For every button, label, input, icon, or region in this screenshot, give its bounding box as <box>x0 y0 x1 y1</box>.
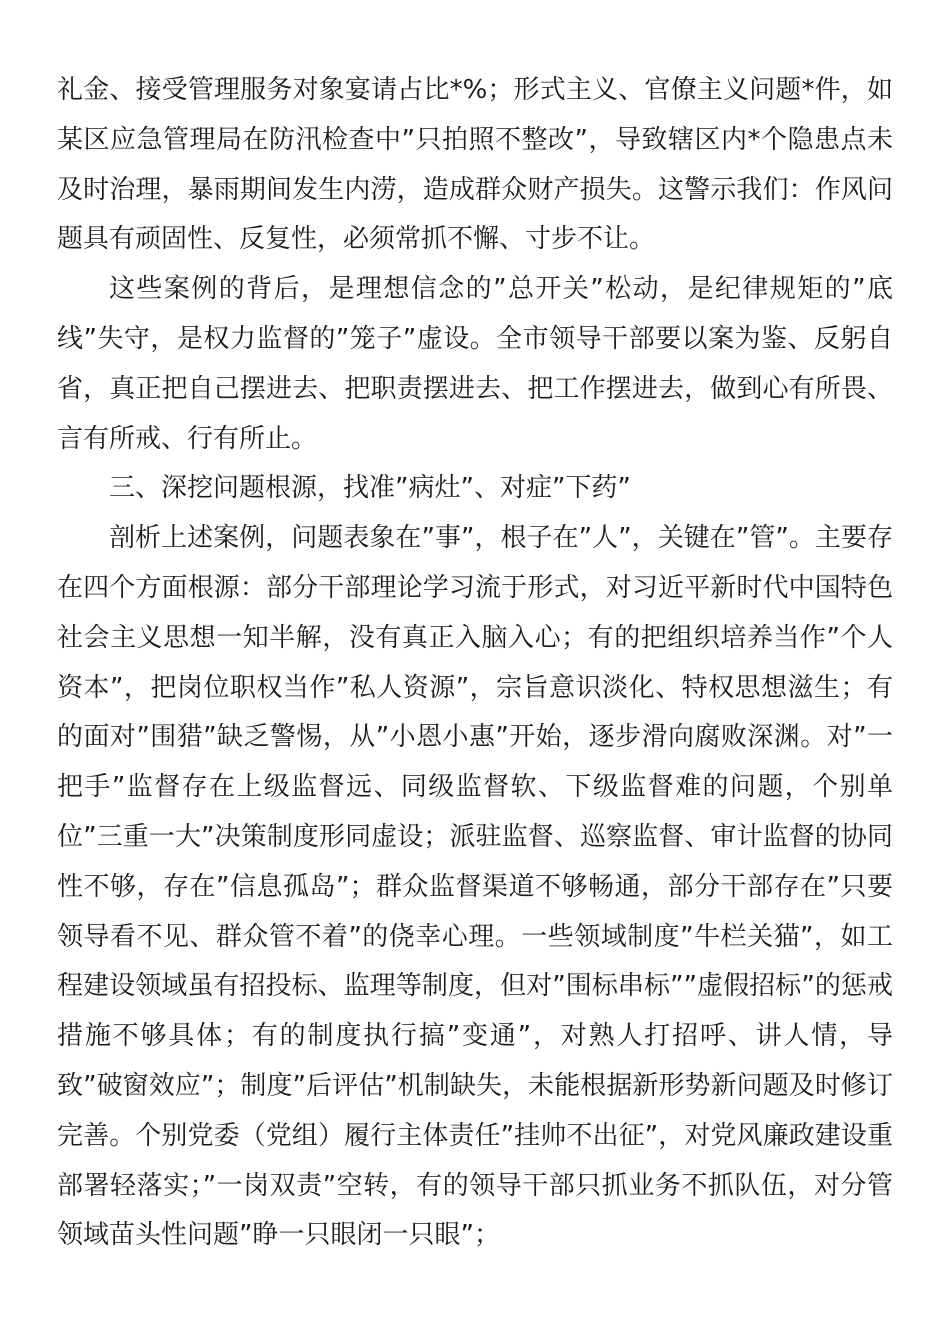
document-body <box>57 66 893 1261</box>
paragraph-root-causes: 剖析上述案例，问题表象在”事”，根子在”人”，关键在”管”。主要存在四个方面根源：部分干部理论学习流于形式，对习近平新时代中国特色社会主义思想一知半解，没有真正入脑入心；有的把组织培养当作”个人资本”，把岗位职权当作”私人资源”，宗旨意识淡化、特权思想滋生；有的面对”围猎”缺乏警惕，从”小恩小惠”开始，逐步滑向腐败深渊。对”一把手”监督存在上级监督远、同级监督软、下级监督难的问题，个别单位”三重一大”决策制度形同虚设；派驻监督、巡察监督、审计监督的协同性不够，存在”信息孤岛”；群众监督渠道不够畅通，部分干部存在”只要领导看不见、群众管不着”的侥幸心理。一些领域制度”牛栏关猫”，如工程建设领域虽有招投标、监理等制度，但对”围标串标””虚假招标”的惩戒措施不够具体；有的制度执行搞”变通”，对熟人打招呼、讲人情，导致”破窗效应”；制度”后评估”机制缺失，未能根据新形势新问题及时修订完善。个别党委（党组）履行主体责任”挂帅不出征”，对党风廉政建设重部署轻落实；”一岗双责”空转，有的领导干部只抓业务不抓队伍，对分管领域苗头性问题”睁一只眼闭一只眼”； <box>57 523 893 1251</box>
paragraph-case-reflection: 这些案例的背后，是理想信念的”总开关”松动，是纪律规矩的”底线”失守，是权力监督的”笼子”虚设。全市领导干部要以案为鉴、反躬自省，真正把自己摆进去、把职责摆进去、把工作摆进去，做到心有所畏、言有所戒、行有所止。 <box>57 274 893 454</box>
paragraph-continuation: 礼金、接受管理服务对象宴请占比*%；形式主义、官僚主义问题*件，如某区应急管理局在防汛检查中”只拍照不整改”，导致辖区内*个隐患点未及时治理，暴雨期间发生内涝，造成群众财产损失。这警示我们：作风问题具有顽固性、反复性，必须常抓不懈、寸步不让。 <box>57 75 893 255</box>
section-heading-3: 三、深挖问题根源，找准”病灶”、对症”下药” <box>109 473 631 504</box>
